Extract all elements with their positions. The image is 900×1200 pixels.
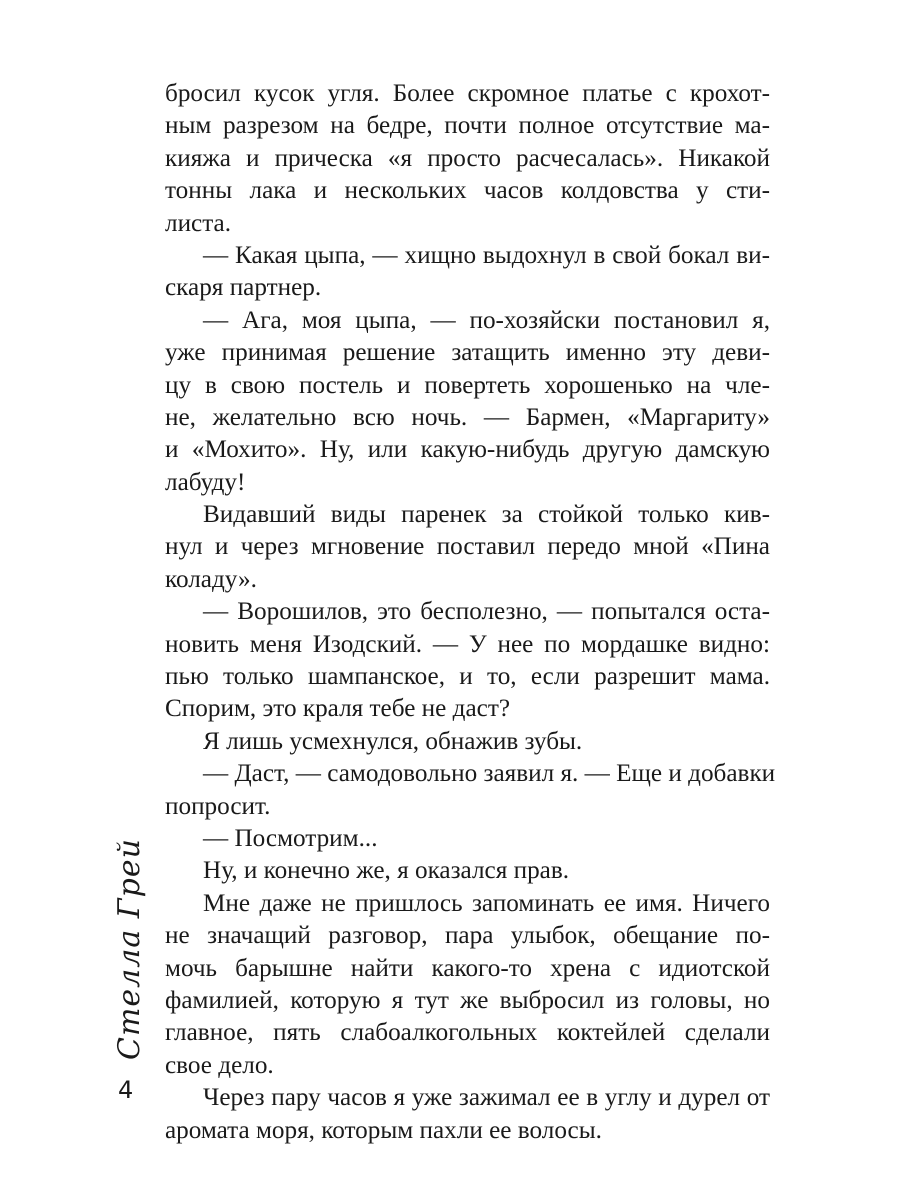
text-line: — Какая цыпа, — хищно выдохнул в свой бокал ви- (203, 241, 770, 269)
text-line: Через пару часов я уже зажимал ее в углу и дурел от (203, 1084, 770, 1112)
text-line: новить меня Изодский. — У нее по мордашке видно: (165, 630, 770, 658)
text-line: — Ага, моя цыпа, — по-хозяйски постановил я, (203, 306, 770, 334)
text-line: главное, пять слабоалкогольных коктейлей сделали (165, 1019, 770, 1047)
body-text (165, 78, 776, 1147)
page-number: 4 (118, 1076, 134, 1104)
text-line: не, желательно всю ночь. — Бармен, «Маргариту» (165, 403, 770, 431)
text-line: уже принимая решение затащить именно эту деви- (165, 339, 770, 367)
text-line: лабуду! (165, 468, 246, 496)
text-line: ным разрезом на бедре, почти полное отсутствие ма- (165, 112, 770, 140)
text-line: кияжа и прическа «я просто расчесалась». Никакой (165, 144, 770, 172)
text-line: Мне даже не пришлось запоминать ее имя. Ничего (203, 889, 770, 917)
text-line: и «Мохито». Ну, или какую-нибудь другую дамскую (165, 436, 770, 464)
text-line: цу в свою постель и повертеть хорошенько на чле- (165, 371, 770, 399)
text-line: попросит. (165, 792, 271, 820)
text-line: Я лишь усмехнулся, обнажив зубы. (203, 727, 583, 755)
text-line: нул и через мгновение поставил передо мной «Пина (165, 533, 770, 561)
text-line: мочь барышне найти какого-то хрена с идиотской (165, 954, 770, 982)
text-line: Спорим, это краля тебе не даст? (165, 695, 510, 723)
text-line: свое дело. (165, 1051, 274, 1079)
author-signature: Стелла Грей (112, 838, 147, 1060)
text-line: аромата моря, которым пахли ее волосы. (165, 1116, 602, 1144)
text-line: коладу». (165, 565, 257, 593)
text-line: скаря партнер. (165, 274, 322, 302)
text-line: фамилией, которую я тут же выбросил из головы, но (165, 986, 770, 1014)
text-line: тонны лака и нескольких часов колдовства у сти- (165, 177, 770, 205)
text-line: бросил кусок угля. Более скромное платье с крохот- (165, 80, 770, 107)
text-line: не значащий разговор, пара улыбок, обещание по- (165, 922, 770, 950)
text-line: — Посмотрим... (203, 824, 378, 852)
text-line: пью только шампанское, и то, если разрешит мама. (165, 663, 770, 691)
text-line: Видавший виды паренек за стойкой только кив- (203, 501, 770, 529)
text-line: листа. (165, 209, 232, 237)
text-line: — Ворошилов, это бесполезно, — попытался оста- (203, 598, 770, 626)
text-line: — Даст, — самодовольно заявил я. — Еще и добавки (203, 760, 776, 788)
text-line: Ну, и конечно же, я оказался прав. (203, 857, 570, 885)
